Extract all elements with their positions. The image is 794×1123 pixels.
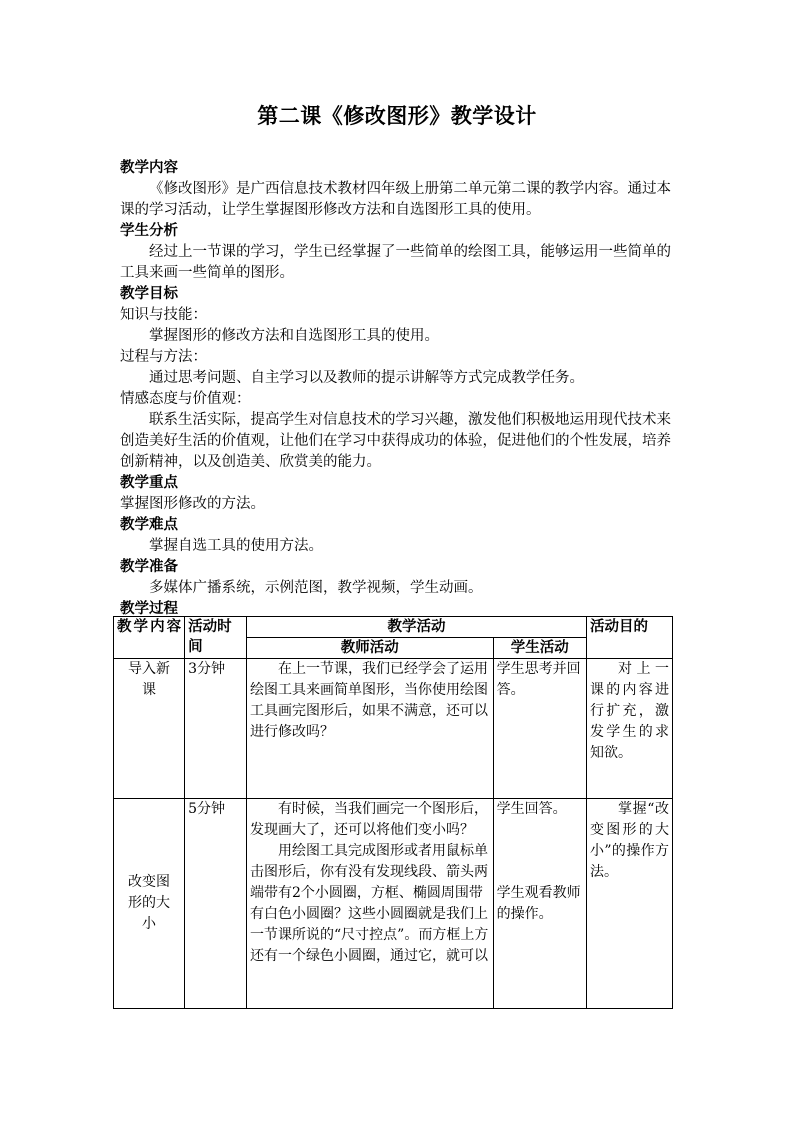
goal-text-attitude: 联系生活实际，提高学生对信息技术的学习兴趣，激发他们积极地运用现代技术来创造美好生活的价值观，让他们在学习中获得成功的体验，促进他们的个性发展，培养创新精神，以及创造美、欣赏美的能力。 (120, 412, 671, 470)
cell-content (114, 659, 185, 799)
cell-student (493, 799, 586, 1009)
cell-student: 学生思考并回答。 (493, 659, 586, 799)
process-table (113, 616, 673, 1009)
header-teacher: 教师活动 (247, 638, 494, 659)
section-heading-content: 教学内容 (120, 160, 178, 176)
table-row (114, 799, 673, 1009)
cell-time: 5分钟 (185, 799, 247, 1009)
difficulty-text: 掌握自选工具的使用方法。 (149, 538, 323, 554)
cell-teacher (247, 799, 494, 1009)
paragraph-analysis: 经过上一节课的学习，学生已经掌握了一些简单的绘图工具，能够运用一些简单的工具来画一些简单的图形。 (120, 244, 671, 281)
key-text: 掌握图形修改的方法。 (120, 496, 265, 512)
paragraph-content: 《修改图形》是广西信息技术教材四年级上册第二单元第二课的教学内容。通过本课的学习活动，让学生掌握图形修改方法和自选图形工具的使用。 (120, 181, 671, 218)
goal-text-process: 通过思考问题、自主学习以及教师的提示讲解等方式完成教学任务。 (149, 370, 584, 386)
cell-content-text: 改变图形的大小 (128, 874, 171, 932)
section-heading-key: 教学重点 (120, 475, 178, 491)
page-title: 第二课《修改图形》教学设计 (257, 104, 537, 128)
teacher-paragraph: 有时候，当我们画完一个图形后，发现画大了，还可以将他们变小吗？ (250, 801, 488, 838)
section-heading-prep: 教学准备 (120, 559, 178, 575)
cell-content-text: 导入新课 (128, 661, 171, 698)
cell-time: 3分钟 (185, 659, 247, 799)
table-header-row (114, 617, 673, 638)
header-purpose: 活动目的 (586, 617, 672, 659)
goal-label-attitude: 情感态度与价值观： (120, 391, 251, 407)
cell-purpose: 掌握“改变图形的大小”的操作方法。 (586, 799, 672, 1009)
student-text: 学生观看教师的操作。 (496, 885, 581, 922)
header-time: 活动时间 (185, 617, 247, 659)
student-text: 学生回答。 (496, 801, 567, 817)
goal-label-process: 过程与方法： (120, 349, 207, 365)
cell-content (114, 799, 185, 1009)
section-heading-difficulty: 教学难点 (120, 517, 178, 533)
teacher-paragraph: 用绘图工具完成图形或者用鼠标单击图形后，你有没有发现线段、箭头两端带有2个小圆圈，方框、椭圆周围带有白色小圆圈？这些小圆圈就是我们上一节课所说的“尺寸控点”。而方框上方还有一个绿色小圆圈，通过它，就可以 (250, 843, 489, 964)
section-heading-analysis: 学生分析 (120, 223, 178, 239)
cell-teacher: 在上一节课，我们已经学会了运用绘图工具来画简单图形，当你使用绘图工具画完图形后，如果不满意，还可以进行修改吗？ (247, 659, 494, 799)
document-body (120, 158, 675, 620)
header-student: 学生活动 (493, 638, 586, 659)
section-heading-process: 教学过程 (120, 601, 178, 617)
cell-purpose: 对上一课的内容进行扩充，激发学生的求知欲。 (586, 659, 672, 799)
section-heading-goals: 教学目标 (120, 286, 178, 302)
header-activity: 教学活动 (247, 617, 587, 638)
goal-text-knowledge: 掌握图形的修改方法和自选图形工具的使用。 (149, 328, 439, 344)
header-content: 教学内容 (114, 617, 185, 659)
table-row (114, 659, 673, 799)
goal-label-knowledge: 知识与技能： (120, 307, 207, 323)
prep-text: 多媒体广播系统，示例范图，教学视频，学生动画。 (149, 580, 483, 596)
